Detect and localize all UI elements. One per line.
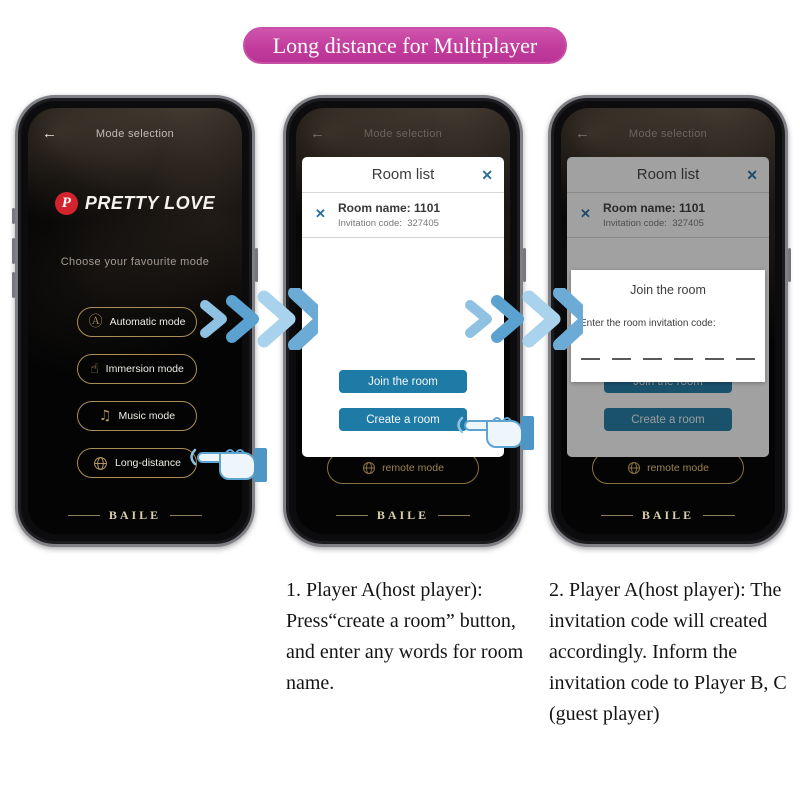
phone-3 — [548, 95, 788, 547]
hand-icon: ☝ — [90, 361, 99, 377]
choose-mode-subtitle: Choose your favourite mode — [60, 256, 210, 268]
room-delete-icon[interactable]: ✕ — [580, 206, 591, 221]
phone-3-header — [561, 124, 775, 144]
footer-dash — [601, 515, 633, 516]
header-title: Mode selection — [95, 128, 175, 140]
pointer-hand-icon — [455, 406, 537, 458]
baile-footer — [28, 508, 242, 523]
baile-footer — [561, 508, 775, 523]
phone-side-button — [12, 238, 15, 264]
close-icon[interactable]: ✕ — [481, 167, 493, 183]
globe-icon — [362, 461, 376, 475]
mode-label: Automatic mode — [109, 316, 186, 328]
phone-side-button — [12, 272, 15, 298]
header-title: Mode selection — [363, 128, 443, 140]
code-slot[interactable] — [674, 358, 693, 360]
phone-3-screen — [561, 108, 775, 534]
baile-label: BAILE — [376, 508, 430, 522]
globe-icon — [627, 461, 641, 475]
music-mode-button[interactable] — [77, 401, 197, 431]
footer-dash — [170, 515, 202, 516]
banner-label: Long distance for Multiplayer — [272, 32, 538, 58]
room-name: Room name: 1101 — [603, 201, 706, 215]
baile-label: BAILE — [641, 508, 695, 522]
footer-dash — [438, 515, 470, 516]
mode-label: Long-distance — [115, 457, 181, 469]
join-room-dialog — [571, 270, 765, 382]
room-invitation-code: Invitation code: 327405 — [338, 218, 439, 229]
back-arrow-icon[interactable]: ← — [310, 125, 325, 142]
header-title: Mode selection — [628, 128, 708, 140]
music-icon: ♫ — [98, 408, 112, 424]
footer-dash — [703, 515, 735, 516]
baile-footer — [296, 508, 510, 523]
mode-label: Immersion mode — [105, 363, 184, 375]
code-slot[interactable] — [643, 358, 662, 360]
automatic-mode-button[interactable] — [77, 307, 197, 337]
room-list-item[interactable] — [302, 194, 504, 238]
baile-label: BAILE — [108, 508, 162, 522]
immersion-mode-button[interactable] — [77, 354, 197, 384]
next-step-arrows-icon — [461, 288, 583, 350]
code-slot[interactable] — [736, 358, 755, 360]
back-arrow-icon[interactable]: ← — [42, 125, 57, 142]
room-list-modal — [567, 157, 769, 457]
remote-mode-label: remote mode — [382, 462, 444, 474]
mode-label: Music mode — [118, 410, 176, 422]
join-room-button[interactable] — [339, 370, 467, 393]
a-circle-icon: Ⓐ — [88, 314, 103, 330]
room-invitation-code: Invitation code: 327405 — [603, 218, 704, 229]
room-list-title: Room list — [371, 166, 435, 183]
code-slot[interactable] — [705, 358, 724, 360]
pointer-hand-icon — [188, 438, 270, 490]
invitation-code-input[interactable] — [581, 358, 755, 360]
footer-dash — [68, 515, 100, 516]
banner-pill — [243, 27, 567, 64]
phone-2-header — [296, 124, 510, 144]
step-2-caption: 2. Player A(host player): The invitation code will created accordingly. Inform the invitation code to Player B, C (guest player) — [549, 579, 787, 725]
room-name: Room name: 1101 — [338, 201, 441, 215]
room-list-header — [302, 157, 504, 193]
globe-icon — [93, 456, 108, 471]
next-step-arrows-icon — [196, 288, 318, 350]
phone-side-button — [12, 208, 15, 224]
invitation-code-prompt: Enter the room invitation code: — [580, 318, 716, 329]
remote-mode-label: remote mode — [647, 462, 709, 474]
close-icon[interactable]: ✕ — [746, 167, 758, 183]
brand-logo — [28, 192, 242, 215]
create-room-label: Create a room — [631, 413, 705, 426]
create-room-label: Create a room — [366, 413, 440, 426]
room-delete-icon[interactable]: ✕ — [315, 206, 326, 221]
phone-side-button — [255, 248, 258, 282]
footer-dash — [336, 515, 368, 516]
code-slot[interactable] — [581, 358, 600, 360]
code-slot[interactable] — [612, 358, 631, 360]
room-list-title: Room list — [636, 166, 700, 183]
phone-side-button — [788, 248, 791, 282]
phone-side-button — [523, 248, 526, 282]
join-room-label: Join the room — [368, 375, 438, 388]
create-room-button[interactable] — [339, 408, 467, 431]
phone-1-header — [28, 124, 242, 144]
long-distance-mode-button[interactable] — [77, 448, 197, 478]
step-1-caption: 1. Player A(host player): Press“create a room” button, and enter any words for room name. — [286, 579, 524, 694]
brand-name: PRETTY LOVE — [84, 193, 216, 213]
brand-p-icon: P — [55, 192, 78, 215]
back-arrow-icon[interactable]: ← — [575, 125, 590, 142]
join-dialog-title: Join the room — [630, 283, 706, 297]
